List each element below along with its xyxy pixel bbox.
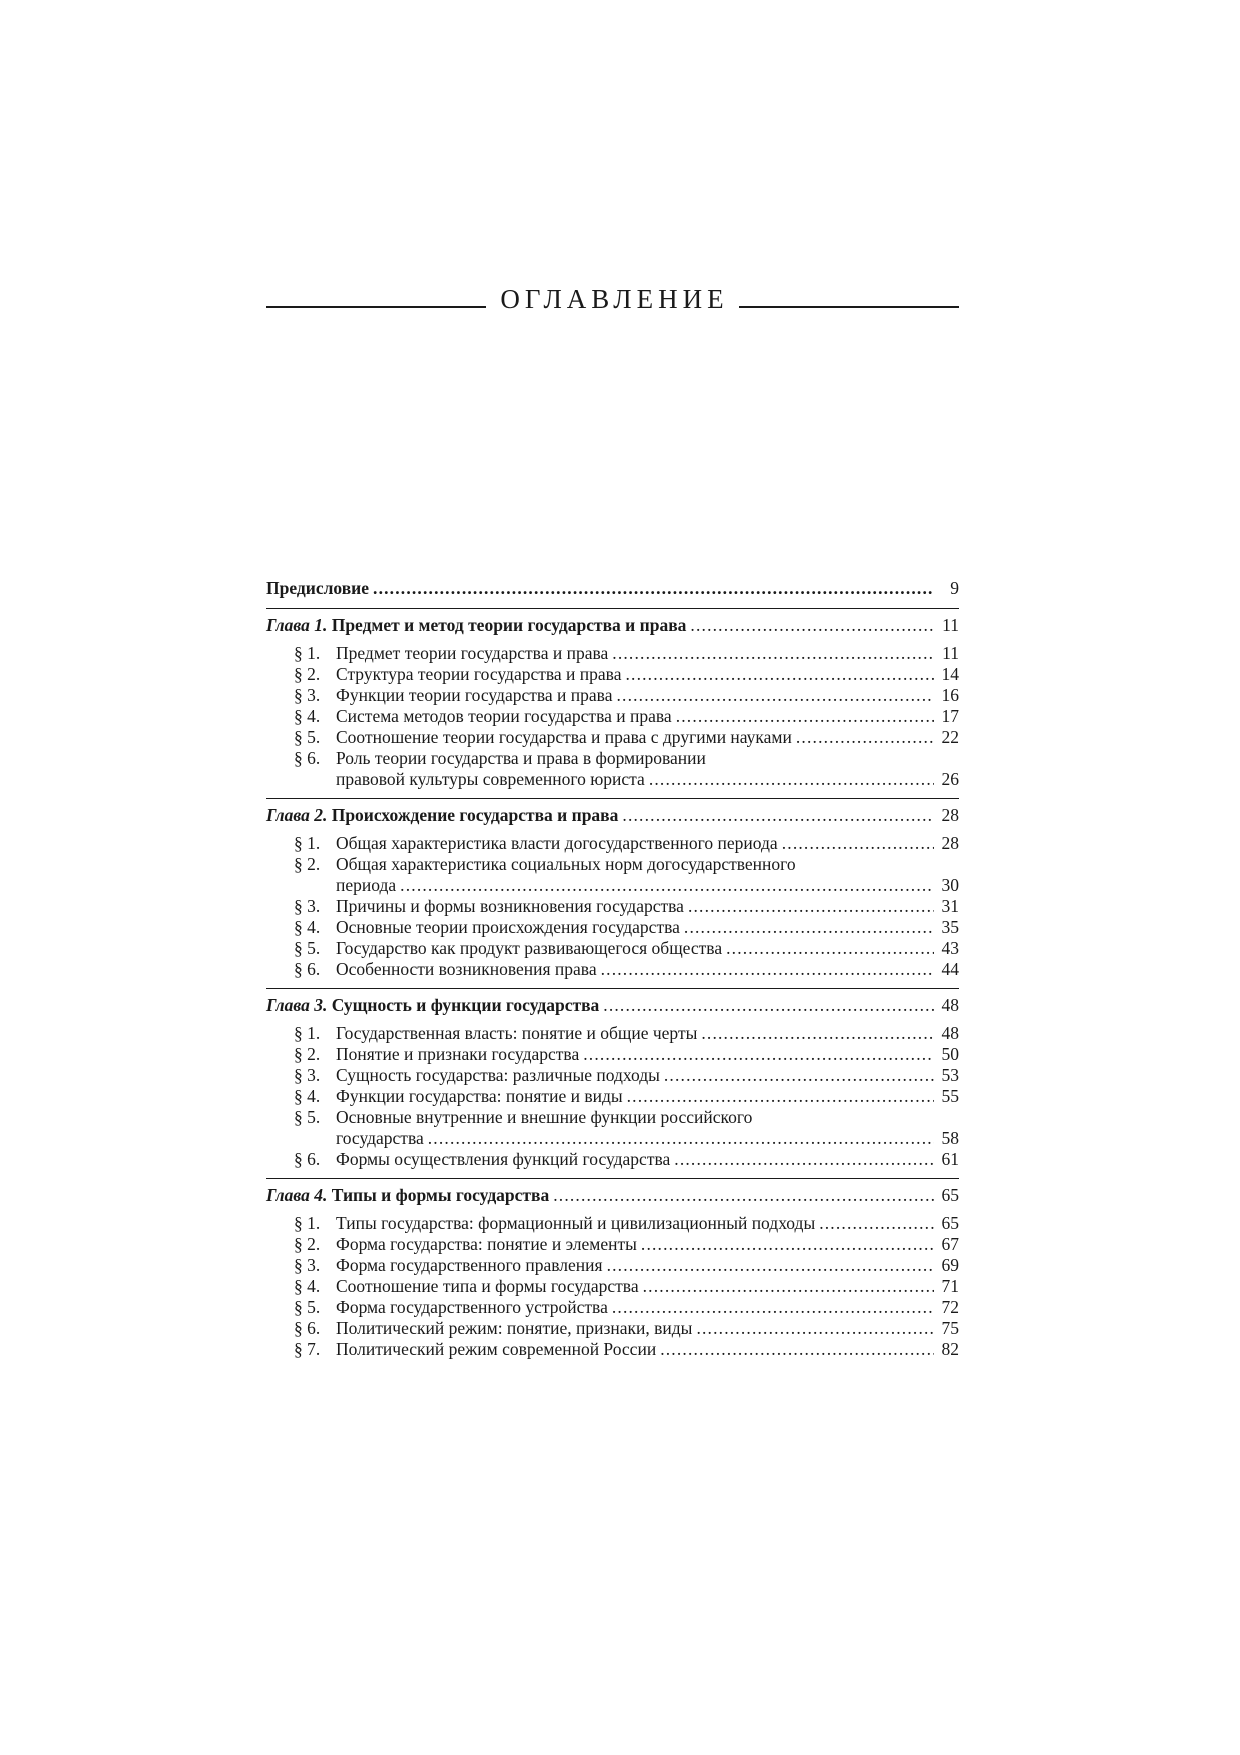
section-title: правовой культуры современного юриста xyxy=(336,769,645,789)
dot-leader xyxy=(627,1086,934,1107)
dot-leader xyxy=(690,615,934,636)
section-heading xyxy=(294,1213,815,1234)
chapter-block xyxy=(266,608,959,790)
chapter-title: Происхождение государства и права xyxy=(331,805,619,825)
page-number: 48 xyxy=(941,995,959,1015)
section-title: Система методов теории государства и права xyxy=(336,706,672,726)
chapter-block xyxy=(266,988,959,1170)
section-heading xyxy=(294,833,778,854)
section-title-line xyxy=(336,769,959,790)
page-number: 72 xyxy=(941,1297,959,1317)
toc-entry-section[interactable] xyxy=(266,833,959,854)
dot-leader xyxy=(428,1128,934,1149)
chapter-block xyxy=(266,1178,959,1360)
page-number: 17 xyxy=(941,706,959,726)
dot-leader xyxy=(726,938,934,959)
dot-leader xyxy=(625,664,934,685)
preface-label: Предисловие xyxy=(266,578,370,598)
section-number: § 5. xyxy=(294,1107,321,1127)
toc-entry-section[interactable] xyxy=(266,896,959,917)
section-number: § 6. xyxy=(294,1318,321,1338)
section-first-line xyxy=(294,1107,959,1128)
toc-entry-section[interactable] xyxy=(266,706,959,727)
section-title: государства xyxy=(336,1128,424,1148)
page-number: 22 xyxy=(941,727,959,747)
section-number: § 4. xyxy=(294,1086,321,1106)
section-title-line xyxy=(336,1128,959,1149)
heading-rule-left xyxy=(266,306,486,308)
page-number: 61 xyxy=(941,1149,959,1169)
toc-entry-section[interactable] xyxy=(266,959,959,980)
section-number: § 2. xyxy=(294,1044,321,1064)
section-number: § 3. xyxy=(294,1065,321,1085)
dot-leader xyxy=(643,1276,934,1297)
section-heading xyxy=(294,1044,579,1065)
section-continuation xyxy=(294,769,959,790)
dot-leader xyxy=(660,1339,934,1360)
chapter-heading xyxy=(266,615,686,636)
page-number: 65 xyxy=(941,1213,959,1233)
section-title: Государство как продукт развивающегося общества xyxy=(336,938,723,958)
section-heading xyxy=(294,643,608,664)
section-heading xyxy=(294,1149,670,1170)
section-number: § 1. xyxy=(294,1213,321,1233)
section-heading xyxy=(294,1234,637,1255)
chapter-title: Типы и формы государства xyxy=(331,1185,550,1205)
section-number: § 3. xyxy=(294,1255,321,1275)
dot-leader xyxy=(796,727,934,748)
section-title: Основные теории происхождения государства xyxy=(336,917,680,937)
toc-entry-chapter[interactable] xyxy=(266,805,959,826)
toc-entry-section[interactable] xyxy=(266,1044,959,1065)
section-title: Форма государственного устройства xyxy=(336,1297,608,1317)
page-number: 30 xyxy=(941,875,959,895)
chapter-heading xyxy=(266,1185,549,1206)
dot-leader xyxy=(612,643,934,664)
toc-entry-section[interactable] xyxy=(266,1276,959,1297)
dot-leader xyxy=(701,1023,934,1044)
section-heading xyxy=(294,706,672,727)
page-number: 75 xyxy=(941,1318,959,1338)
page-number: 71 xyxy=(941,1276,959,1296)
section-heading xyxy=(294,917,680,938)
section-number: § 6. xyxy=(294,1149,321,1169)
section-title: Функции теории государства и права xyxy=(336,685,613,705)
section-title: Общая характеристика социальных норм догосударственного xyxy=(336,854,796,874)
dot-leader xyxy=(684,917,934,938)
section-heading xyxy=(294,896,684,917)
page-number: 43 xyxy=(941,938,959,958)
section-title: Роль теории государства и права в формировании xyxy=(336,748,706,768)
section-number: § 4. xyxy=(294,1276,321,1296)
section-title: Форма государственного правления xyxy=(336,1255,603,1275)
section-heading xyxy=(294,1276,639,1297)
page-number: 48 xyxy=(941,1023,959,1043)
toc-entry-section[interactable] xyxy=(266,727,959,748)
dot-leader xyxy=(553,1185,934,1206)
section-heading xyxy=(294,1297,608,1318)
page-number: 14 xyxy=(941,664,959,684)
section-title: Форма государства: понятие и элементы xyxy=(336,1234,637,1254)
section-title: Общая характеристика власти догосударственного периода xyxy=(336,833,778,853)
section-number: § 6. xyxy=(294,959,321,979)
chapter-number: Глава 2. xyxy=(266,805,328,825)
dot-leader xyxy=(612,1297,934,1318)
dot-leader xyxy=(819,1213,934,1234)
page-number: 31 xyxy=(941,896,959,916)
heading-rule-right xyxy=(739,306,959,308)
chapter-number: Глава 3. xyxy=(266,995,328,1015)
section-title: Причины и формы возникновения государства xyxy=(336,896,684,916)
section-heading xyxy=(294,959,597,980)
section-title: Функции государства: понятие и виды xyxy=(336,1086,623,1106)
toc-heading xyxy=(266,282,959,316)
page-number: 65 xyxy=(941,1185,959,1205)
toc-entry-section[interactable] xyxy=(266,1339,959,1360)
page-number: 26 xyxy=(941,769,959,789)
dot-leader xyxy=(649,769,934,790)
section-heading xyxy=(294,727,792,748)
chapter-title: Сущность и функции государства xyxy=(331,995,600,1015)
toc-entry-section[interactable] xyxy=(266,1234,959,1255)
toc-entry-section[interactable] xyxy=(266,1213,959,1234)
dot-leader xyxy=(674,1149,934,1170)
toc-entry-section[interactable] xyxy=(266,1297,959,1318)
toc-entry-section[interactable] xyxy=(266,1107,959,1149)
page-number: 16 xyxy=(941,685,959,705)
section-title: Сущность государства: различные подходы xyxy=(336,1065,660,1085)
toc-entry-preface[interactable] xyxy=(266,578,959,599)
dot-leader xyxy=(622,805,934,826)
section-number: § 1. xyxy=(294,643,321,663)
page-number: 11 xyxy=(942,643,959,663)
toc-entry-section[interactable] xyxy=(266,1065,959,1086)
section-continuation xyxy=(294,875,959,896)
section-number: § 1. xyxy=(294,1023,321,1043)
dot-leader xyxy=(583,1044,934,1065)
dot-leader xyxy=(696,1318,934,1339)
dot-leader xyxy=(373,578,934,599)
toc-entry-section[interactable] xyxy=(266,938,959,959)
section-number: § 3. xyxy=(294,685,321,705)
page-number: 50 xyxy=(941,1044,959,1064)
dot-leader xyxy=(616,685,934,706)
page-number: 67 xyxy=(941,1234,959,1254)
toc-entry-section[interactable] xyxy=(266,917,959,938)
section-title: Типы государства: формационный и цивилизационный подходы xyxy=(336,1213,816,1233)
toc-entry-section[interactable] xyxy=(266,1255,959,1276)
section-first-line xyxy=(294,854,959,875)
section-title: Политический режим современной России xyxy=(336,1339,657,1359)
page-number: 35 xyxy=(941,917,959,937)
page-number: 11 xyxy=(942,615,959,635)
page-number: 69 xyxy=(941,1255,959,1275)
section-title: Государственная власть: понятие и общие черты xyxy=(336,1023,698,1043)
section-title: Соотношение типа и формы государства xyxy=(336,1276,639,1296)
dot-leader xyxy=(607,1255,934,1276)
section-heading xyxy=(294,1318,692,1339)
page-number: 9 xyxy=(950,578,959,598)
page-number: 82 xyxy=(941,1339,959,1359)
toc-title: ОГЛАВЛЕНИЕ xyxy=(500,284,729,314)
dot-leader xyxy=(400,875,934,896)
toc-entry-section[interactable] xyxy=(266,643,959,664)
chapter-heading xyxy=(266,995,599,1016)
page-number: 28 xyxy=(941,833,959,853)
section-number: § 6. xyxy=(294,748,321,768)
section-number: § 2. xyxy=(294,854,321,874)
table-of-contents xyxy=(266,578,959,1368)
toc-entry-section[interactable] xyxy=(266,1318,959,1339)
section-title: Соотношение теории государства и права с другими науками xyxy=(336,727,792,747)
page-number: 55 xyxy=(941,1086,959,1106)
section-heading xyxy=(294,1339,656,1360)
section-title: Формы осуществления функций государства xyxy=(336,1149,671,1169)
section-number: § 2. xyxy=(294,1234,321,1254)
toc-entry-section[interactable] xyxy=(266,664,959,685)
section-number: § 4. xyxy=(294,917,321,937)
section-heading xyxy=(294,1086,623,1107)
toc-entry-section[interactable] xyxy=(266,685,959,706)
dot-leader xyxy=(641,1234,934,1255)
section-number: § 1. xyxy=(294,833,321,853)
section-heading xyxy=(294,685,612,706)
toc-entry-chapter[interactable] xyxy=(266,1185,959,1206)
section-number: § 5. xyxy=(294,1297,321,1317)
section-heading xyxy=(294,1065,660,1086)
section-number: § 4. xyxy=(294,706,321,726)
dot-leader xyxy=(601,959,934,980)
chapter-heading xyxy=(266,805,618,826)
section-number: § 3. xyxy=(294,896,321,916)
dot-leader xyxy=(603,995,934,1016)
section-number: § 5. xyxy=(294,727,321,747)
page-number: 58 xyxy=(941,1128,959,1148)
section-heading xyxy=(294,1255,603,1276)
dot-leader xyxy=(688,896,934,917)
toc-entry-section[interactable] xyxy=(266,1086,959,1107)
section-heading xyxy=(294,1023,697,1044)
section-title: Особенности возникновения права xyxy=(336,959,597,979)
toc-entry-chapter[interactable] xyxy=(266,995,959,1016)
section-title: Политический режим: понятие, признаки, виды xyxy=(336,1318,693,1338)
toc-entry-chapter[interactable] xyxy=(266,615,959,636)
section-title: Предмет теории государства и права xyxy=(336,643,609,663)
toc-entry-section[interactable] xyxy=(266,1149,959,1170)
dot-leader xyxy=(676,706,934,727)
page-number: 53 xyxy=(941,1065,959,1085)
section-title-line xyxy=(336,875,959,896)
section-first-line xyxy=(294,748,959,769)
section-heading xyxy=(294,938,722,959)
page-number: 28 xyxy=(941,805,959,825)
dot-leader xyxy=(664,1065,934,1086)
section-number: § 5. xyxy=(294,938,321,958)
section-number: § 2. xyxy=(294,664,321,684)
chapter-title: Предмет и метод теории государства и права xyxy=(331,615,687,635)
chapter-number: Глава 4. xyxy=(266,1185,328,1205)
section-continuation xyxy=(294,1128,959,1149)
chapter-number: Глава 1. xyxy=(266,615,328,635)
section-title: периода xyxy=(336,875,397,895)
dot-leader xyxy=(782,833,934,854)
section-heading xyxy=(294,664,621,685)
page-number: 44 xyxy=(941,959,959,979)
section-title: Понятие и признаки государства xyxy=(336,1044,580,1064)
section-number: § 7. xyxy=(294,1339,321,1359)
toc-entry-section[interactable] xyxy=(266,748,959,790)
section-title: Структура теории государства и права xyxy=(336,664,622,684)
chapter-block xyxy=(266,798,959,980)
toc-entry-section[interactable] xyxy=(266,854,959,896)
toc-entry-section[interactable] xyxy=(266,1023,959,1044)
section-title: Основные внутренние и внешние функции российского xyxy=(336,1107,753,1127)
